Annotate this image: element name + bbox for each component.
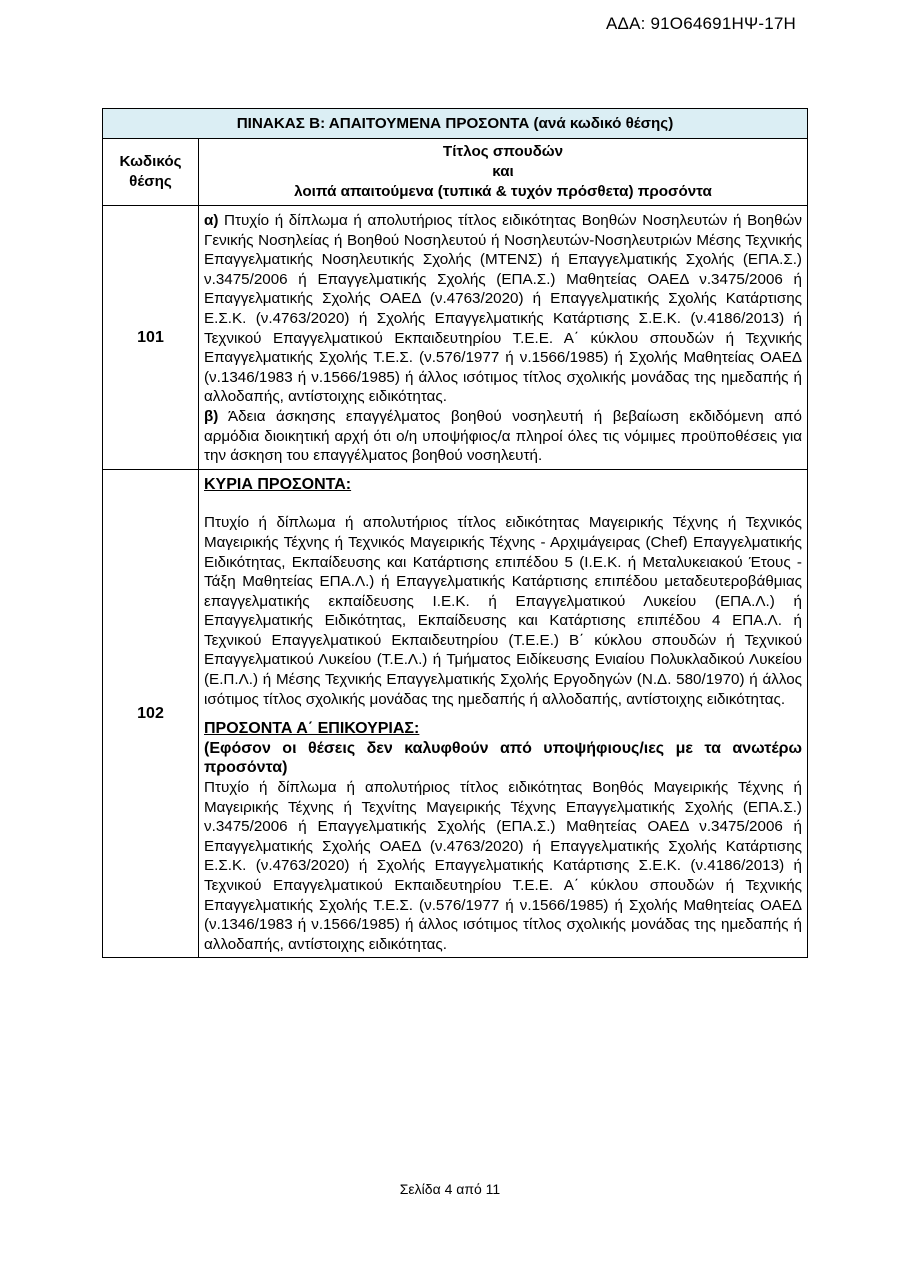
- position-code: 101: [103, 206, 199, 470]
- main-qualifications-heading: ΚΥΡΙΑ ΠΡΟΣΟΝΤΑ:: [204, 475, 352, 493]
- table-title: ΠΙΝΑΚΑΣ Β: ΑΠΑΙΤΟΥΜΕΝΑ ΠΡΟΣΟΝΤΑ (ανά κωδικό θέσης): [103, 109, 808, 139]
- requirement-b-text: Άδεια άσκησης επαγγέλματος βοηθού νοσηλευτή ή βεβαίωση εκδιδόμενη από αρμόδια διοικητική αρχή ότι ο/η υποψήφιος/α πληροί όλες τις νόμιμες προϋποθέσεις για την άσκηση του επαγγέλματος βοηθού νοσηλευτή.: [204, 407, 802, 465]
- requirements-table: [102, 108, 808, 958]
- requirement-b-label: β): [204, 407, 219, 425]
- table-title-row: [103, 109, 808, 139]
- alternative-qualifications-text: Πτυχίο ή δίπλωμα ή απολυτήριος τίτλος ειδικότητας Βοηθός Μαγειρικής Τέχνης ή Μαγειρικής Τέχνης ή Τεχνίτης Μαγειρικής Τέχνης Επαγγελματικής Σχολής (ΕΠΑ.Σ.) ν.3475/2006 ή Επαγγελματικής Σχολής (ΕΠΑ.Σ.) Μαθητείας ΟΑΕΔ ν.3475/2006 ή Επαγγελματικής Σχολής ΟΑΕΔ (ν.4763/2020) ή Επαγγελματικής Σχολής Κατάρτισης Ε.Σ.Κ. (ν.4763/2020) ή Σχολής Επαγγελματικής Κατάρτισης Σ.Ε.Κ. (ν.4186/2013) ή Τεχνικού Επαγγελματικού Εκπαιδευτηρίου Τ.Ε.Ε. Α΄ κύκλου σπουδών ή Τεχνικής Επαγγελματικής Σχολής Τ.Ε.Σ. (ν.576/1977 ή ν.1566/1985) ή Σχολής Μαθητείας ΟΑΕΔ (ν.1346/1983 ή ν.1566/1985) ή άλλος ισότιμος τίτλος σχολικής μονάδας της ημεδαπής ή αλλοδαπής, αντίστοιχης ειδικότητας.: [204, 779, 802, 953]
- header-line-1: Τίτλος σπουδών: [442, 143, 564, 160]
- position-code: 102: [103, 469, 199, 958]
- main-qualifications-text: Πτυχίο ή δίπλωμα ή απολυτήριος τίτλος ειδικότητας Μαγειρικής Τέχνης ή Τεχνικός Μαγειρικής Τέχνης ή Τεχνικός Μαγειρικής Τέχνης - Αρχιμάγειρας (Chef) Επαγγελματικής Ειδικότητας, Εκπαίδευσης και Κατάρτισης επιπέδου 5 (Ι.Ε.Κ. ή Μεταλυκειακού Έτους - Τάξη Μαθητείας ΕΠΑ.Λ.) ή Επαγγελματικής Κατάρτισης επιπέδου μεταδευτεροβάθμιας επαγγελματικής εκπαίδευσης Ι.Ε.Κ. ή Επαγγελματικού Λυκείου (ΕΠΑ.Λ.) ή Επαγγελματικής Ειδικότητας, Εκπαίδευσης και Κατάρτισης επιπέδου 4 ΕΠΑ.Λ. ή Τεχνικού Επαγγελματικού Εκπαιδευτηρίου (Τ.Ε.Ε.) Β΄ κύκλου σπουδών ή Τεχνικού Επαγγελματικού Λυκείου (Τ.Ε.Λ.) ή Τμήματος Ειδίκευσης Ενιαίου Πολυκλαδικού Λυκείου (Ε.Π.Λ.) ή Μέσης Τεχνικής Επαγγελματικής Σχολής Εργοδηγών (Ν.Δ. 580/1970) ή άλλος ισότιμος τίτλος σχολικής μονάδας της ημεδαπής ή αλλοδαπής, αντίστοιχης ειδικότητας.: [204, 514, 802, 708]
- table-row-101: [103, 206, 808, 470]
- header-line-3: λοιπά απαιτούμενα (τυπικά & τυχόν πρόσθετα) προσόντα: [294, 183, 712, 200]
- table-header-row: [103, 139, 808, 206]
- requirement-a-label: α): [204, 212, 219, 229]
- ada-code: ΑΔΑ: 91Ο64691ΗΨ-17Η: [605, 14, 796, 33]
- requirement-a: [204, 211, 802, 407]
- table-row-102: [103, 469, 808, 958]
- column-header-requirements: [199, 139, 808, 206]
- requirement-b: [204, 407, 802, 466]
- requirements-cell: [199, 206, 808, 470]
- page-number: Σελίδα 4 από 11: [399, 1181, 501, 1197]
- requirement-a-text: Πτυχίο ή δίπλωμα ή απολυτήριος τίτλος ειδικότητας Βοηθών Νοσηλευτών ή Βοηθών Γενικής Νοσηλείας ή Βοηθού Νοσηλευτού ή Νοσηλευτών-Νοσηλευτριών Μέσης Τεχνικής Επαγγελματικής Νοσηλευτικής Σχολής (ΜΤΕΝΣ) ή Επαγγελματικής Σχολής (ΕΠΑ.Σ.) ν.3475/2006 ή Επαγγελματικής Σχολής (ΕΠΑ.Σ.) Μαθητείας ΟΑΕΔ ν.3475/2006 ή Επαγγελματικής Σχολής ΟΑΕΔ (ν.4763/2020) ή Επαγγελματικής Σχολής Κατάρτισης Ε.Σ.Κ. (ν.4763/2020) ή Σχολής Επαγγελματικής Κατάρτισης Σ.Ε.Κ. (ν.4186/2013) ή Τεχνικού Επαγγελματικού Εκπαιδευτηρίου Τ.Ε.Ε. Α΄ κύκλου σπουδών ή Τεχνικής Επαγγελματικής Σχολής Τ.Ε.Σ. (ν.576/1977 ή ν.1566/1985) ή Σχολής Μαθητείας ΟΑΕΔ (ν.1346/1983 ή ν.1566/1985) ή άλλος ισότιμος τίτλος σχολικής μονάδας της ημεδαπής ή αλλοδαπής, αντίστοιχης ειδικότητας.: [204, 212, 802, 406]
- alternative-qualifications-heading: ΠΡΟΣΟΝΤΑ Α΄ ΕΠΙΚΟΥΡΙΑΣ:: [204, 720, 420, 738]
- alternative-condition: (Εφόσον οι θέσεις δεν καλυφθούν από υποψήφιους/ιες με τα ανωτέρω προσόντα): [204, 739, 802, 777]
- column-header-code: Κωδικός θέσης: [103, 139, 199, 206]
- requirements-cell: [199, 469, 808, 958]
- header-line-2: και: [492, 163, 514, 180]
